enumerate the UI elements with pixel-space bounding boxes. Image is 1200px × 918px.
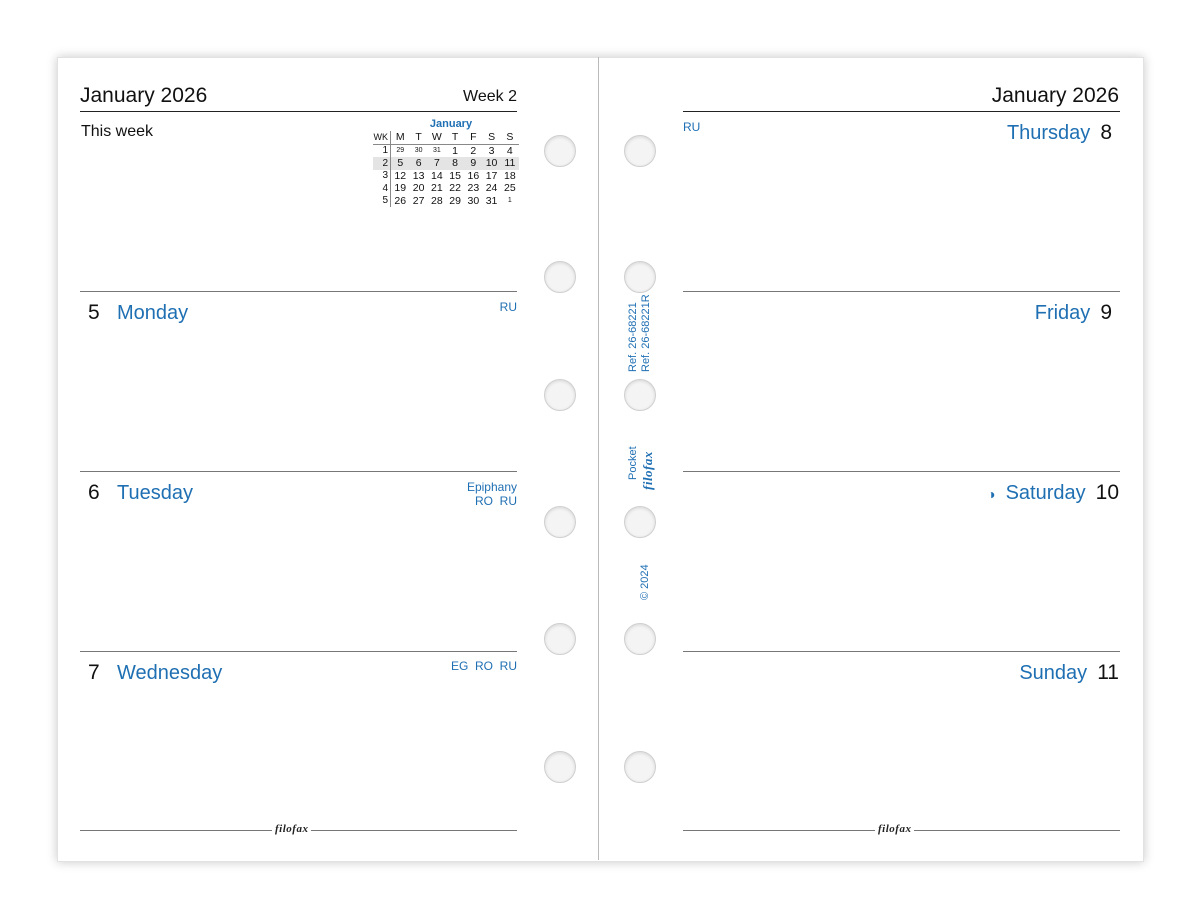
mini-calendar-row-current — [373, 157, 519, 170]
mini-calendar-month: January — [429, 118, 473, 130]
day-divider — [683, 471, 1120, 472]
mini-date: 16 — [467, 169, 480, 182]
mini-header-day: W — [428, 131, 446, 144]
day-name-thursday: Thursday — [1006, 122, 1091, 144]
day-divider — [80, 651, 517, 652]
moon-phase-icon: ◑ — [987, 486, 996, 502]
mini-date: 4 — [506, 144, 513, 157]
left-page-title: January 2026 — [80, 84, 208, 107]
mini-date: 5 — [391, 157, 410, 170]
mini-date: 12 — [394, 169, 407, 182]
day-heading-sunday — [1019, 661, 1119, 685]
day-divider — [683, 291, 1120, 292]
mini-date: 3 — [488, 144, 495, 157]
mini-week-number: 3 — [373, 170, 391, 183]
mini-header-day: S — [501, 131, 519, 144]
day-number-friday: 9 — [1100, 301, 1112, 324]
day-heading-friday — [1035, 301, 1112, 325]
day-number-tuesday: 6 — [88, 481, 100, 504]
day-divider — [80, 471, 517, 472]
mini-date: 25 — [504, 182, 516, 195]
mini-header-day: F — [464, 131, 482, 144]
day-divider — [683, 651, 1120, 652]
day-name-tuesday: Tuesday — [117, 482, 193, 504]
mini-date: 19 — [394, 182, 407, 195]
holiday-codes-monday: RU — [499, 300, 517, 314]
mini-date: 24 — [485, 182, 498, 195]
day-number-thursday: 8 — [1100, 121, 1112, 144]
mini-date: 31 — [432, 147, 441, 155]
binder-hole — [624, 751, 656, 783]
spine-pocket: Pocket — [627, 446, 639, 480]
mini-date: 21 — [431, 182, 443, 195]
mini-week-number: 2 — [373, 157, 391, 170]
planner-sheet — [57, 57, 1144, 862]
mini-header-day: T — [446, 131, 464, 144]
mini-date: 2 — [470, 144, 477, 157]
mini-week-number: 4 — [373, 182, 391, 195]
spine-copyright: © 2024 — [639, 564, 651, 600]
day-name-wednesday: Wednesday — [117, 662, 223, 684]
binder-hole — [624, 506, 656, 538]
mini-date: 11 — [501, 157, 519, 170]
holiday-codes-wednesday: EG RO RU — [450, 659, 517, 673]
holiday-name-tuesday: Epiphany — [466, 480, 517, 494]
this-week-label: This week — [81, 123, 154, 140]
mini-date: 22 — [449, 182, 461, 195]
holiday-codes-tuesday: RO RU — [475, 494, 517, 508]
day-name-sunday: Sunday — [1019, 662, 1088, 684]
spine-ref-1: Ref. 26-68221 — [627, 302, 639, 372]
binder-hole — [544, 751, 576, 783]
page-fold — [598, 57, 599, 860]
binder-hole — [544, 506, 576, 538]
mini-date: 30 — [414, 147, 423, 155]
day-name-saturday: Saturday — [1005, 482, 1086, 504]
binder-hole — [544, 379, 576, 411]
binder-hole — [544, 261, 576, 293]
mini-calendar-row — [373, 182, 519, 195]
mini-date: 1 — [507, 197, 512, 205]
mini-date: 15 — [449, 169, 461, 182]
mini-calendar-row — [373, 170, 519, 183]
mini-date: 17 — [485, 169, 498, 182]
binder-hole — [624, 379, 656, 411]
mini-date: 6 — [410, 157, 428, 170]
mini-date: 18 — [504, 169, 516, 182]
right-page-title: January 2026 — [991, 84, 1119, 107]
left-title-rule — [80, 111, 517, 112]
holiday-codes-thursday: RU — [683, 120, 701, 134]
binder-hole — [544, 623, 576, 655]
day-divider — [80, 291, 517, 292]
mini-header-day: M — [391, 131, 410, 144]
mini-date: 7 — [428, 157, 446, 170]
spine-ref-2: Ref. 26-68221R — [640, 294, 652, 372]
binder-hole — [624, 261, 656, 293]
week-number: Week 2 — [463, 88, 517, 105]
mini-date: 14 — [431, 169, 443, 182]
mini-date: 13 — [412, 169, 425, 182]
mini-calendar — [373, 118, 519, 207]
mini-date: 9 — [464, 157, 482, 170]
day-heading-thursday — [1007, 121, 1112, 145]
mini-date: 30 — [467, 194, 480, 207]
day-number-sunday: 11 — [1097, 661, 1119, 684]
mini-calendar-row — [373, 195, 519, 208]
mini-date: 29 — [396, 147, 405, 155]
mini-date: 20 — [412, 182, 425, 195]
left-footer-logo: filofax — [272, 823, 311, 835]
day-number-monday: 5 — [88, 301, 100, 324]
mini-date: 1 — [452, 144, 459, 157]
mini-header-wk: WK — [373, 131, 391, 144]
mini-calendar-header — [373, 131, 519, 144]
mini-header-day: S — [482, 131, 500, 144]
right-title-rule — [683, 111, 1120, 112]
binder-hole — [624, 135, 656, 167]
mini-date: 29 — [449, 194, 461, 207]
mini-date: 26 — [394, 194, 407, 207]
mini-date: 10 — [482, 157, 500, 170]
mini-date: 27 — [412, 194, 425, 207]
mini-date: 8 — [446, 157, 464, 170]
mini-week-number: 5 — [373, 195, 391, 208]
mini-date: 23 — [467, 182, 480, 195]
mini-calendar-grid — [373, 131, 519, 207]
day-name-friday: Friday — [1034, 302, 1091, 324]
day-number-wednesday: 7 — [88, 661, 100, 684]
mini-header-day: T — [410, 131, 428, 144]
right-footer-logo: filofax — [875, 823, 914, 835]
day-heading-saturday — [987, 481, 1119, 505]
mini-date: 28 — [431, 194, 443, 207]
mini-date: 31 — [485, 194, 498, 207]
day-number-saturday: 10 — [1095, 481, 1119, 504]
mini-week-number: 1 — [373, 144, 391, 157]
day-name-monday: Monday — [117, 302, 189, 324]
binder-hole — [624, 623, 656, 655]
spine-logo: filofax — [640, 451, 655, 490]
mini-calendar-row — [373, 144, 519, 157]
binder-hole — [544, 135, 576, 167]
